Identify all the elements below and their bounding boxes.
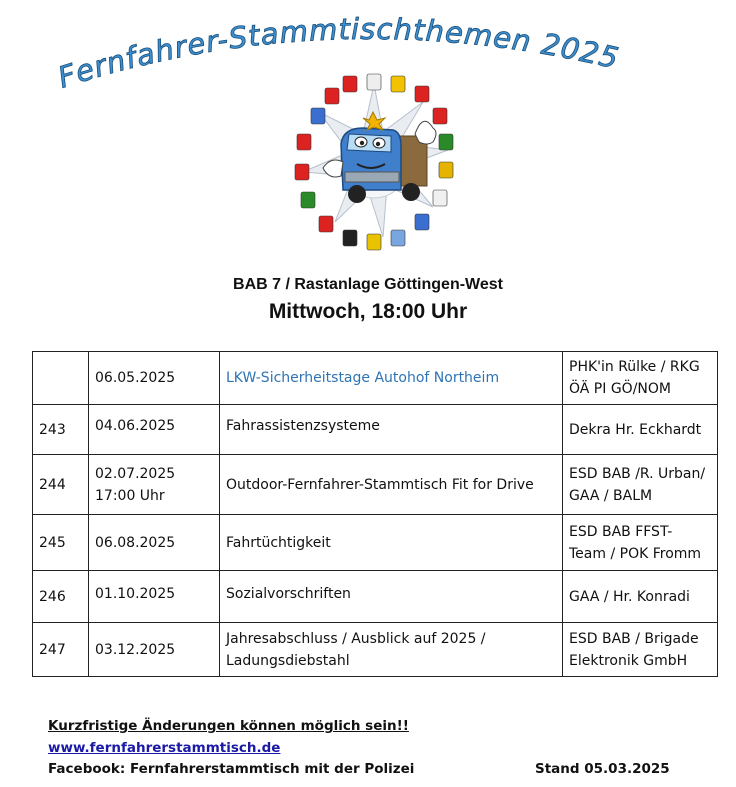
row-number: 246 bbox=[33, 571, 89, 623]
row-date: 03.12.2025 bbox=[89, 623, 220, 677]
stand-date: Stand 05.03.2025 bbox=[535, 761, 670, 777]
row-speaker: PHK'in Rülke / RKG ÖÄ PI GÖ/NOM bbox=[563, 352, 718, 405]
police-truck-logo bbox=[283, 72, 465, 254]
row-number: 244 bbox=[33, 455, 89, 515]
facebook-info: Facebook: Fernfahrerstammtisch mit der Polizei bbox=[48, 761, 415, 777]
row-topic: Fahrassistenzsysteme bbox=[220, 405, 563, 455]
row-topic: Outdoor-Fernfahrer-Stammtisch Fit for Drive bbox=[220, 455, 563, 515]
row-speaker: ESD BAB / Brigade Elektronik GmbH bbox=[563, 623, 718, 677]
row-date: 01.10.2025 bbox=[89, 571, 220, 623]
table-row bbox=[33, 571, 718, 623]
row-speaker: ESD BAB /R. Urban/ GAA / BALM bbox=[563, 455, 718, 515]
table-row bbox=[33, 455, 718, 515]
topic-link[interactable]: LKW-Sicherheitstage Autohof Northeim bbox=[226, 370, 500, 386]
page-title: Fernfahrer-Stammtischthemen 2025 bbox=[53, 11, 623, 95]
row-date: 04.06.2025 bbox=[89, 405, 220, 455]
meeting-location: BAB 7 / Rastanlage Göttingen-West bbox=[233, 276, 503, 293]
row-speaker: Dekra Hr. Eckhardt bbox=[563, 405, 718, 455]
row-topic: Jahresabschluss / Ausblick auf 2025 / Ladungsdiebstahl bbox=[220, 623, 563, 677]
schedule-table bbox=[32, 351, 718, 677]
row-speaker: GAA / Hr. Konradi bbox=[563, 571, 718, 623]
row-topic bbox=[220, 352, 563, 405]
website-link[interactable]: www.fernfahrerstammtisch.de bbox=[48, 740, 281, 756]
table-row bbox=[33, 623, 718, 677]
table-row bbox=[33, 405, 718, 455]
row-number bbox=[33, 352, 89, 405]
row-topic: Sozialvorschriften bbox=[220, 571, 563, 623]
row-date: 06.05.2025 bbox=[89, 352, 220, 405]
row-number: 243 bbox=[33, 405, 89, 455]
row-date: 02.07.2025 17:00 Uhr bbox=[89, 455, 220, 515]
row-number: 247 bbox=[33, 623, 89, 677]
row-speaker: ESD BAB FFST- Team / POK Fromm bbox=[563, 515, 718, 571]
table-row bbox=[33, 515, 718, 571]
row-topic: Fahrtüchtigkeit bbox=[220, 515, 563, 571]
row-number: 245 bbox=[33, 515, 89, 571]
change-notice: Kurzfristige Änderungen können möglich sein!! bbox=[48, 718, 409, 734]
row-date: 06.08.2025 bbox=[89, 515, 220, 571]
meeting-day-time: Mittwoch, 18:00 Uhr bbox=[268, 300, 468, 323]
table-row bbox=[33, 352, 718, 405]
